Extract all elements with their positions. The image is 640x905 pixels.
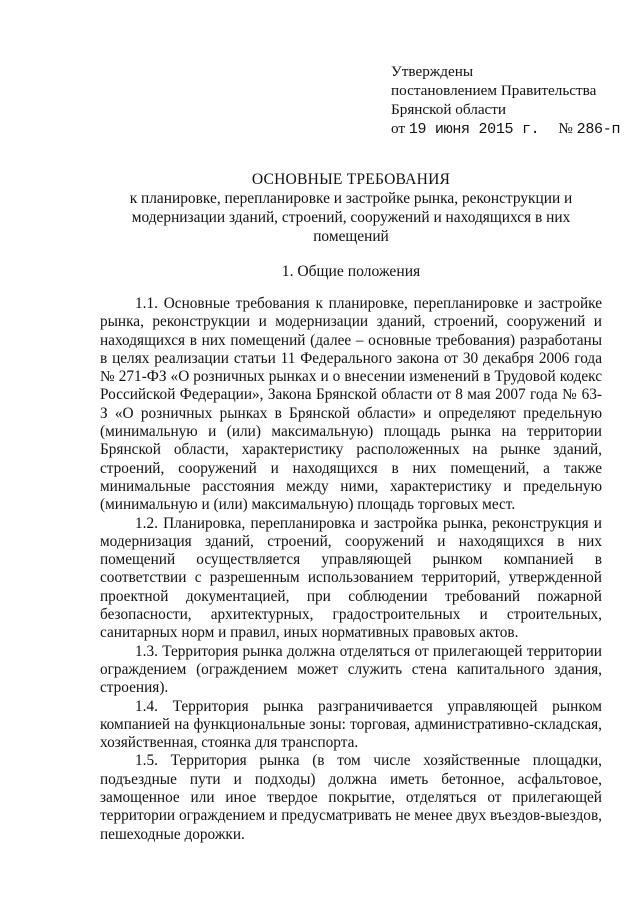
approval-line-region: Брянской области [391,101,507,118]
paragraph-1-1: 1.1. Основные требования к планировке, перепланировке и застройке рынка, реконструкции и модернизации зданий, строений, сооружений и находящихся в них помещений (далее – основные требования) разработаны в целях реализации статьи 11 Федерального закона от 30 декабря 2006 года № 271-ФЗ «О розничных рынках и о внесении изменений в Трудовой кодекс Российской Федерации», Закона Брянской области от 8 мая 2007 года № 63-З «О розничных рынках в Брянской области» и определяют предельную (минимальную и (или) максимальную) площадь рынка на территории Брянской области, характеристику расположенных на рынке зданий, строений, сооружений и находящихся в них помещений, а также минимальные расстояния между ними, характеристику и предельную (минимальную и (или) максимальную) площадь торговых мест. [100,295,602,514]
document-title [100,170,602,246]
document-body [100,295,602,844]
paragraph-1-3: 1.3. Территория рынка должна отделяться от прилегающей территории ограждением (ограждением может служить стена капитального здания, строения). [100,642,602,697]
approval-line-resolution: постановлением Правительства [391,82,597,99]
title-subtitle-line-3: помещений [313,228,389,245]
approval-date-number [391,119,620,139]
title-subtitle-line-1: к планировке, перепланировке и застройке рынка, реконструкции и [129,190,573,207]
paragraph-1-2: 1.2. Планировка, перепланировка и застройка рынка, реконструкция и модернизация зданий, строений, сооружений и находящихся в них помещений осуществляется управляющей рынком компанией в соответствии с разрешенным использованием территорий, утвержденной проектной документацией, при соблюдении требований пожарной безопасности, архитектурных, градостроительных и строительных, санитарных норм и правил, иных нормативных правовых актов. [100,514,602,642]
approval-stamp [391,62,620,139]
approval-number: 286-п [576,121,621,138]
approval-date: 19 июня 2015 г. [408,121,540,138]
title-subtitle-line-2: модернизации зданий, строений, сооружений и находящихся в них [131,209,571,226]
paragraph-1-5: 1.5. Территория рынка (в том числе хозяйственные площадки, подъездные пути и подходы) должна иметь бетонное, асфальтовое, замощенное или иное твердое покрытие, отделяться от прилегающей территории ограждением и предусматривать не менее двух въездов-выездов, пешеходные дорожки. [100,752,602,843]
title-heading: ОСНОВНЫЕ ТРЕБОВАНИЯ [251,171,451,188]
approval-date-prefix: от [391,120,406,137]
approval-line-approved: Утверждены [391,63,474,80]
paragraph-1-4: 1.4. Территория рынка разграничивается управляющей рынком компанией на функциональные зоны: торговая, административно-складская, хозяйственная, стоянка для транспорта. [100,697,602,752]
approval-number-prefix: № [558,120,573,137]
section-heading: 1. Общие положения [281,263,421,280]
